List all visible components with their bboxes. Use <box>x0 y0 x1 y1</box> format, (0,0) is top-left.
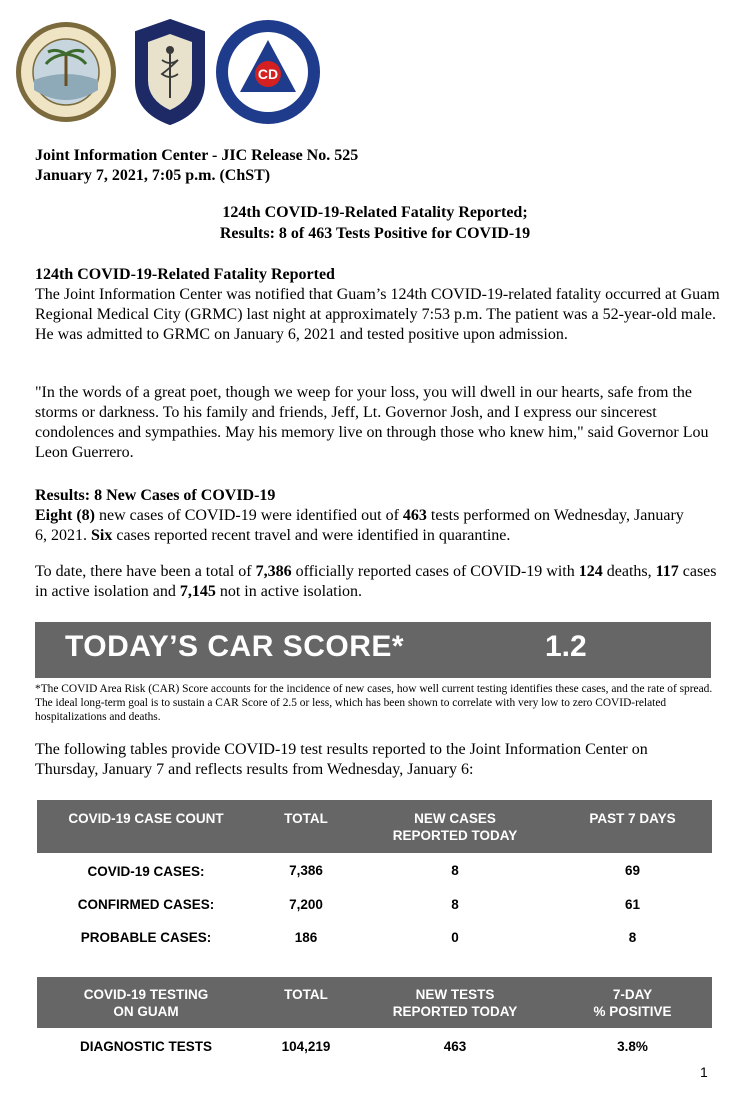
public-health-logo <box>130 16 210 128</box>
text-span: officially reported cases of COVID-19 with <box>291 563 579 580</box>
car-score-label: TODAY’S CAR SCORE* <box>65 630 405 663</box>
table-cell: 7,200 <box>289 897 323 912</box>
table-cell: 61 <box>624 897 641 912</box>
table-row <box>37 853 712 888</box>
table-cell: 104,219 <box>281 1038 331 1054</box>
table-row <box>37 888 712 921</box>
fatality-paragraph: The Joint Information Center was notified that Guam’s 124th COVID-19-related fatality occurred at Guam Regional Medical City (GRMC) last night at approximately 7:53 p.m. The patient was a 52-year-old male. He was admitted to GRMC on January 6, 2021 and tested positive upon admission. <box>35 286 720 343</box>
table-cell: 8 <box>451 863 459 878</box>
table-cell: CONFIRMED CASES: <box>77 897 215 912</box>
title-line-1: 124th COVID-19-Related Fatality Reported; <box>222 204 528 221</box>
header-label: NEW CASES REPORTED TODAY <box>392 811 518 843</box>
text-span: deaths, <box>602 563 656 580</box>
section-heading-fatality: 124th COVID-19-Related Fatality Reported <box>35 266 335 283</box>
release-date: January 7, 2021, 7:05 p.m. (ChST) <box>35 167 271 184</box>
header-label: TOTAL <box>284 987 328 1002</box>
table-header <box>357 800 553 853</box>
text-span: cases in active isolation and <box>35 563 717 600</box>
active-isolation: 117 <box>655 563 679 580</box>
table-cell: 186 <box>294 930 318 945</box>
text-span: cases reported recent travel and were identified in quarantine. <box>112 527 511 544</box>
table-cell: DIAGNOSTIC TESTS <box>79 1038 212 1054</box>
table-cell: 69 <box>624 863 641 878</box>
tests-count: 463 <box>402 507 427 524</box>
cd-letters: CD <box>257 66 279 82</box>
table-header <box>553 977 712 1028</box>
table-header <box>255 800 357 853</box>
table-cell: 8 <box>451 897 459 912</box>
header-label: COVID-19 CASE COUNT <box>68 811 224 826</box>
eight-count: Eight (8) <box>35 507 95 524</box>
six-count: Six <box>91 527 113 544</box>
release-title <box>0 202 750 244</box>
table-row <box>37 1028 712 1064</box>
header-label: COVID-19 TESTING ON GUAM <box>83 987 209 1019</box>
results-paragraph <box>35 506 695 546</box>
car-footnote: *The COVID Area Risk (CAR) Score accounts for the incidence of new cases, how well current testing identifies these cases, and the rate of spread. The ideal long-term goal is to sustain a CAR Score of 2.5 or less, which has been shown to correlate with very low to zero COVID-related hospitalizations and deaths. <box>35 683 713 723</box>
header-label: NEW TESTS REPORTED TODAY <box>392 987 518 1019</box>
homeland-security-logo <box>214 18 322 126</box>
table-cell: PROBABLE CASES: <box>80 930 212 945</box>
table-header <box>553 800 712 853</box>
text-span: not in active isolation. <box>215 583 363 600</box>
tables-intro: The following tables provide COVID-19 test results reported to the Joint Information Center on Thursday, January 7 and reflects results from Wednesday, January 6: <box>35 741 648 778</box>
car-score-value: 1.2 <box>545 630 587 663</box>
section-heading-results: Results: 8 New Cases of COVID-19 <box>35 487 276 504</box>
not-active-isolation: 7,145 <box>179 583 216 600</box>
car-score-bar <box>35 622 711 678</box>
total-cases: 7,386 <box>255 563 292 580</box>
table-cell: 0 <box>451 930 459 945</box>
title-line-2: Results: 8 of 463 Tests Positive for COVID-19 <box>219 225 531 242</box>
table-cell: 7,386 <box>289 863 323 878</box>
governor-quote: "In the words of a great poet, though we weep for your loss, you will dwell in our hearts, safe from the storms or darkness. To his family and friends, Jeff, Lt. Governor Josh, and I express our sincerest condolences and sympathies. May his memory live on through those who knew him," said Governor Lou Leon Guerrero. <box>35 384 709 461</box>
table-cell: 3.8% <box>617 1038 648 1054</box>
testing-table <box>37 977 712 1064</box>
table-header <box>37 977 255 1028</box>
case-count-table <box>37 800 712 954</box>
table-header <box>37 800 255 853</box>
table-header <box>255 977 357 1028</box>
table-header <box>357 977 553 1028</box>
text-span: To date, there have been a total of <box>35 563 256 580</box>
header-label: TOTAL <box>284 811 328 826</box>
table-cell: 463 <box>443 1038 467 1054</box>
table-cell: 8 <box>628 930 637 945</box>
total-deaths: 124 <box>578 563 603 580</box>
totals-paragraph <box>35 562 725 602</box>
release-number: Joint Information Center - JIC Release No. 525 <box>35 147 359 164</box>
release-header <box>35 146 358 186</box>
text-span: new cases of COVID-19 were identified out of <box>95 507 403 524</box>
governor-seal-logo <box>14 20 118 124</box>
header-label: PAST 7 DAYS <box>589 811 676 826</box>
text-span: tests performed on Wednesday, January 6, 2021. <box>35 507 684 544</box>
page-number: 1 <box>700 1064 708 1080</box>
table-cell: COVID-19 CASES: <box>87 864 205 879</box>
header-label: 7-DAY % POSITIVE <box>593 987 672 1019</box>
table-row <box>37 921 712 954</box>
